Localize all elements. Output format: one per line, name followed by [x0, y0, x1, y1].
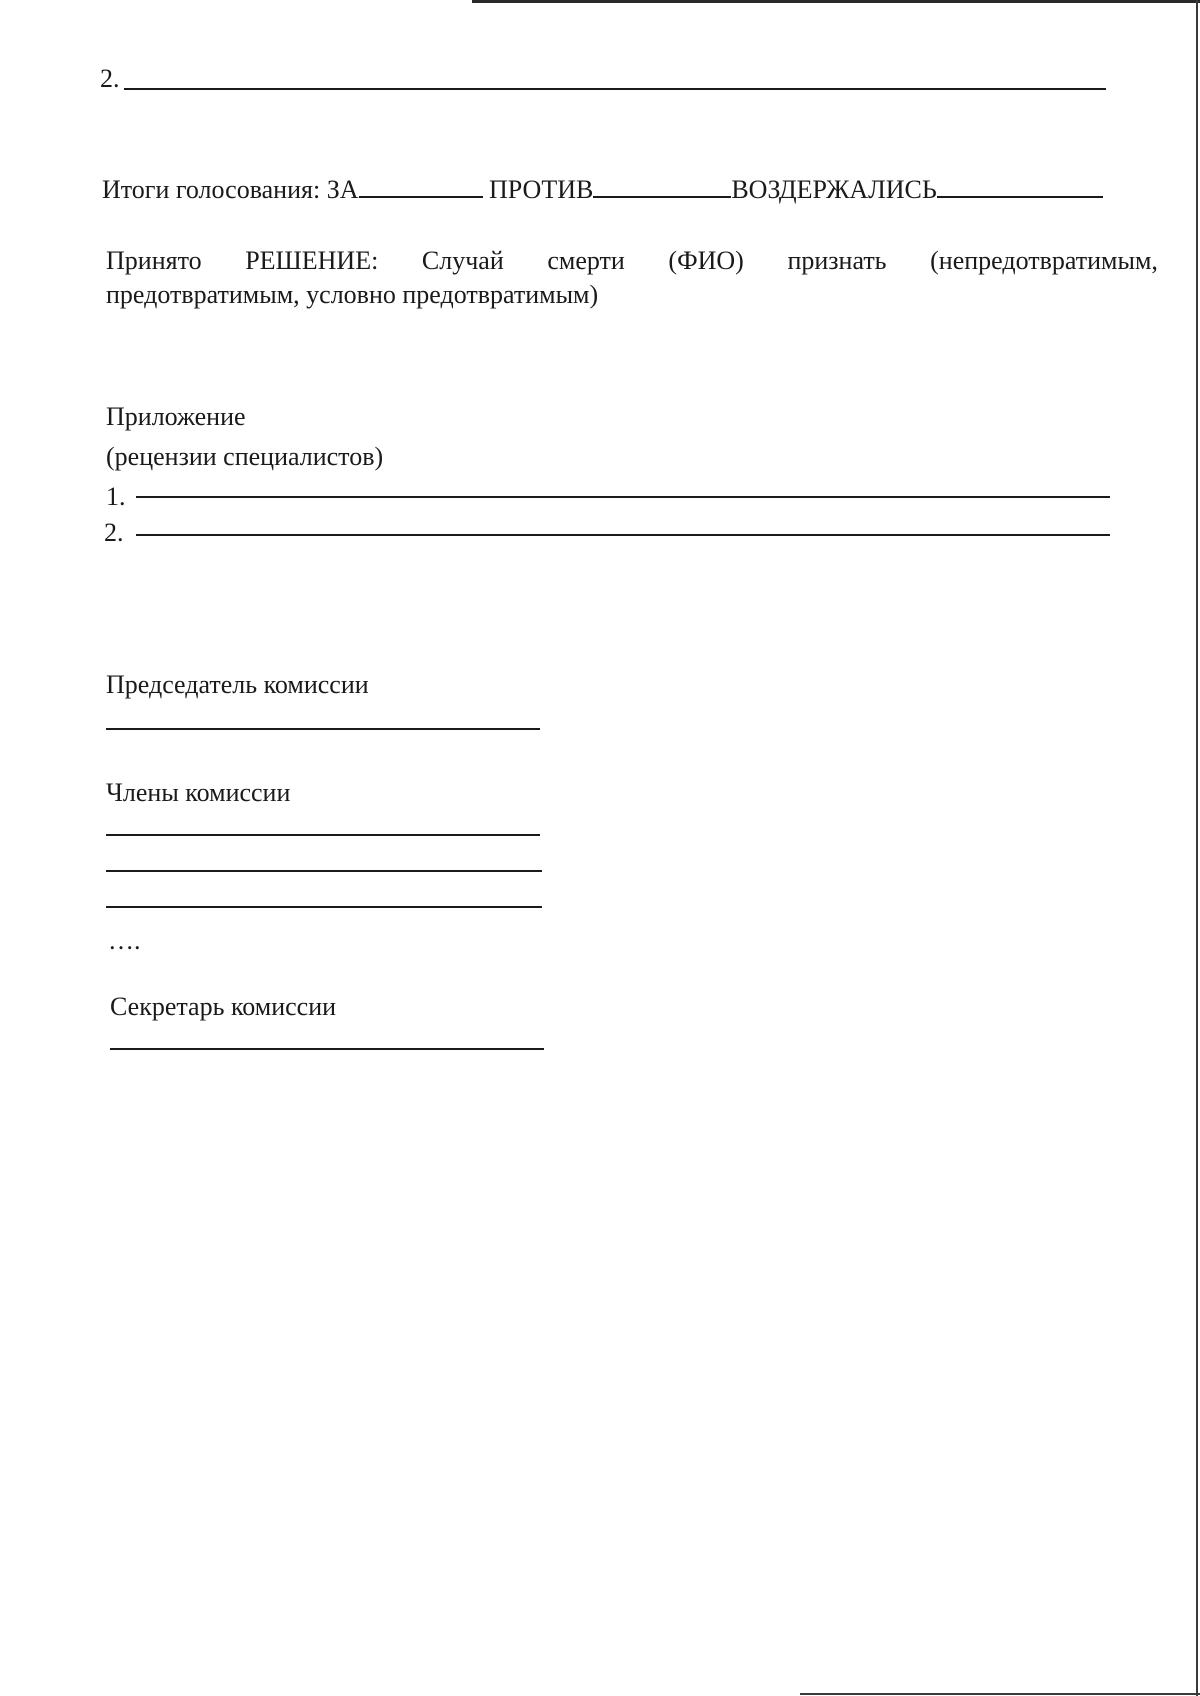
decision-line-1: [106, 244, 1158, 278]
voting-label-for: Итоги голосования: ЗА: [102, 175, 359, 204]
member-signature-line-2: [106, 870, 542, 872]
voting-results-line: [102, 174, 1103, 205]
top-item-blank-line: [124, 88, 1106, 90]
member-signature-line-3: [106, 906, 542, 908]
decision-word: Принято: [106, 246, 202, 275]
decision-word: РЕШЕНИЕ:: [245, 246, 379, 275]
members-ellipsis: ….: [108, 926, 141, 955]
appendix-item-2-blank-line: [136, 534, 1110, 536]
scan-edge-bottom: [800, 1693, 1200, 1695]
voting-against-blank: [593, 174, 731, 198]
secretary-signature-line: [110, 1048, 544, 1050]
members-label: Члены комиссии: [106, 778, 291, 807]
appendix-item-2-number: 2.: [104, 518, 124, 547]
appendix-item-1-number: 1.: [106, 482, 126, 511]
decision-word: (ФИО): [668, 246, 744, 275]
voting-label-abstained: ВОЗДЕРЖАЛИСЬ: [731, 175, 937, 204]
decision-paragraph: [106, 244, 1158, 312]
secretary-label: Секретарь комиссии: [110, 992, 337, 1021]
decision-word: (непредотвратимым,: [930, 246, 1158, 275]
decision-word: признать: [787, 246, 887, 275]
decision-word: смерти: [547, 246, 625, 275]
top-item-number: 2.: [100, 64, 120, 93]
chairman-signature-line: [106, 728, 540, 730]
scan-edge-right: [1196, 0, 1198, 1696]
decision-line-2: предотвратимым, условно предотвратимым): [106, 280, 599, 309]
chairman-label: Председатель комиссии: [106, 670, 369, 699]
scan-edge-top: [472, 0, 1200, 3]
appendix-item-1-blank-line: [136, 496, 1110, 498]
appendix-subtitle: (рецензии специалистов): [106, 442, 384, 471]
voting-abstained-blank: [937, 174, 1103, 198]
appendix-title: Приложение: [106, 402, 246, 431]
member-signature-line-1: [106, 834, 540, 836]
decision-word: Случай: [421, 246, 504, 275]
voting-label-against: ПРОТИВ: [489, 175, 594, 204]
voting-for-blank: [359, 174, 483, 198]
